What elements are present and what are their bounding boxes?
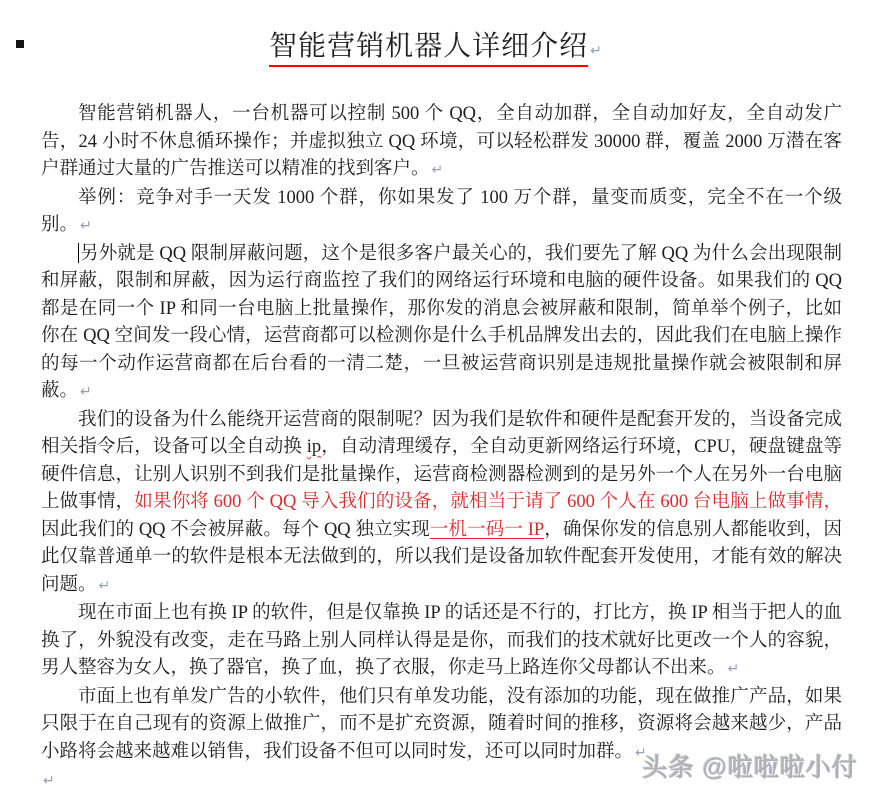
paragraph[interactable] bbox=[41, 407, 842, 601]
title-text: 智能营销机器人详细介绍 bbox=[269, 30, 588, 67]
paragraph-mark-icon: ↵ bbox=[80, 218, 92, 234]
text-run: 市面上也有单发广告的小软件，他们只有单发功能，没有添加的功能，现在做推广产品，如果只限于在自己现有的资源上做推广，而不是扩充资源，随着时间的推移，资源将会越来越少，产品小路将会越来越难以销售，我们设备不但可以同时发，还可以同时加群。 bbox=[41, 686, 842, 762]
watermark-text: 头条 @啦啦啦小付 bbox=[642, 754, 858, 782]
paragraph-mark-icon: ↵ bbox=[635, 744, 647, 761]
paragraph-mark-icon: ↵ bbox=[727, 661, 740, 677]
paragraph[interactable] bbox=[41, 241, 842, 407]
text-run: 举例：竞争对手一天发 1000 个群，你如果发了 100 万个群，量变而质变，完全不在一个级别。 bbox=[41, 187, 842, 235]
paragraph[interactable] bbox=[41, 185, 842, 241]
text-run: 因此我们的 QQ 不会被屏蔽。每个 QQ 独立实现 bbox=[41, 519, 430, 540]
text-run: ip bbox=[306, 437, 322, 457]
text-run: 现在市面上也有换 IP 的软件，但是仅靠换 IP 的话还是不行的，打比方，换 IP 相当于把人的血换了，外貌没有改变，走在马路上别人同样认得是是你，而我们的技术就好比更改一个人的容貌，男人整容为女人，换了器官，换了血，换了衣服，你走马上路连你父母都认不出来。 bbox=[41, 603, 842, 678]
text-run: 一机一码一 IP bbox=[429, 519, 545, 540]
paragraph-mark-icon: ↵ bbox=[80, 384, 92, 400]
paragraph[interactable] bbox=[41, 101, 842, 185]
text-run: ，自动清理缓存，全自动更新网络运行环境，CPU，硬盘键盘等硬件信息，让别人识别不到我们是批量操作，运营商检测器检测到的是另外一个人在另外一台电脑上做事情， bbox=[41, 437, 842, 512]
paragraph-mark-icon: ↵ bbox=[43, 773, 55, 789]
text-run: 另外就是 QQ 限制屏蔽问题，这个是很多客户最关心的，我们要先了解 QQ 为什么会出现限制和屏蔽，限制和屏蔽，因为运行商监控了我们的网络运行环境和电脑的硬件设备。如果我们的 QQ 都是在同一个 IP 和同一台电脑上批量操作，那你发的消息会被屏蔽和限制，简单举个例子，比如你在 QQ 空间发一段心情，运营商都可以检测你是什么手机品牌发出去的，因此我们在电脑上操作的每一个动作运营商都在后台看的一清二楚，一旦被运营商识别是违规批量操作就会被限制和屏蔽。 bbox=[41, 243, 842, 401]
document-title[interactable] bbox=[0, 0, 872, 68]
document-body[interactable] bbox=[41, 101, 842, 794]
text-run: 智能营销机器人，一台机器可以控制 500 个 QQ，全自动加群，全自动加好友，全自动发广告，24 小时不休息循环操作；并虚拟独立 QQ 环境，可以轻松群发 30000 群，覆盖 2000 万潜在客户群通过大量的广告推送可以精准的找到客户。 bbox=[41, 104, 842, 179]
paragraph[interactable] bbox=[41, 600, 842, 684]
paragraph-mark-icon: ↵ bbox=[431, 162, 444, 178]
paragraph-mark-icon: ↵ bbox=[590, 43, 603, 59]
text-run: ，确保你发的信息别人都能收到，因此仅靠普通单一的软件是根本无法做到的，所以我们是设备加软件配套开发使用，才能有效的解决问题。 bbox=[41, 519, 843, 595]
paragraph-mark-icon: ↵ bbox=[98, 577, 111, 594]
text-cursor bbox=[78, 243, 79, 263]
text-run: 如果你将 600 个 QQ 导入我们的设备，就相当于请了 600 个人在 600 台电脑上做事情， bbox=[134, 492, 842, 512]
anchor-bullet-icon bbox=[16, 40, 24, 48]
watermark bbox=[643, 748, 858, 784]
text-run: 我们的设备为什么能绕开运营商的限制呢？因为我们是软件和硬件是配套开发的，当设备完成相关指令后，设备可以全自动换 bbox=[41, 409, 842, 457]
